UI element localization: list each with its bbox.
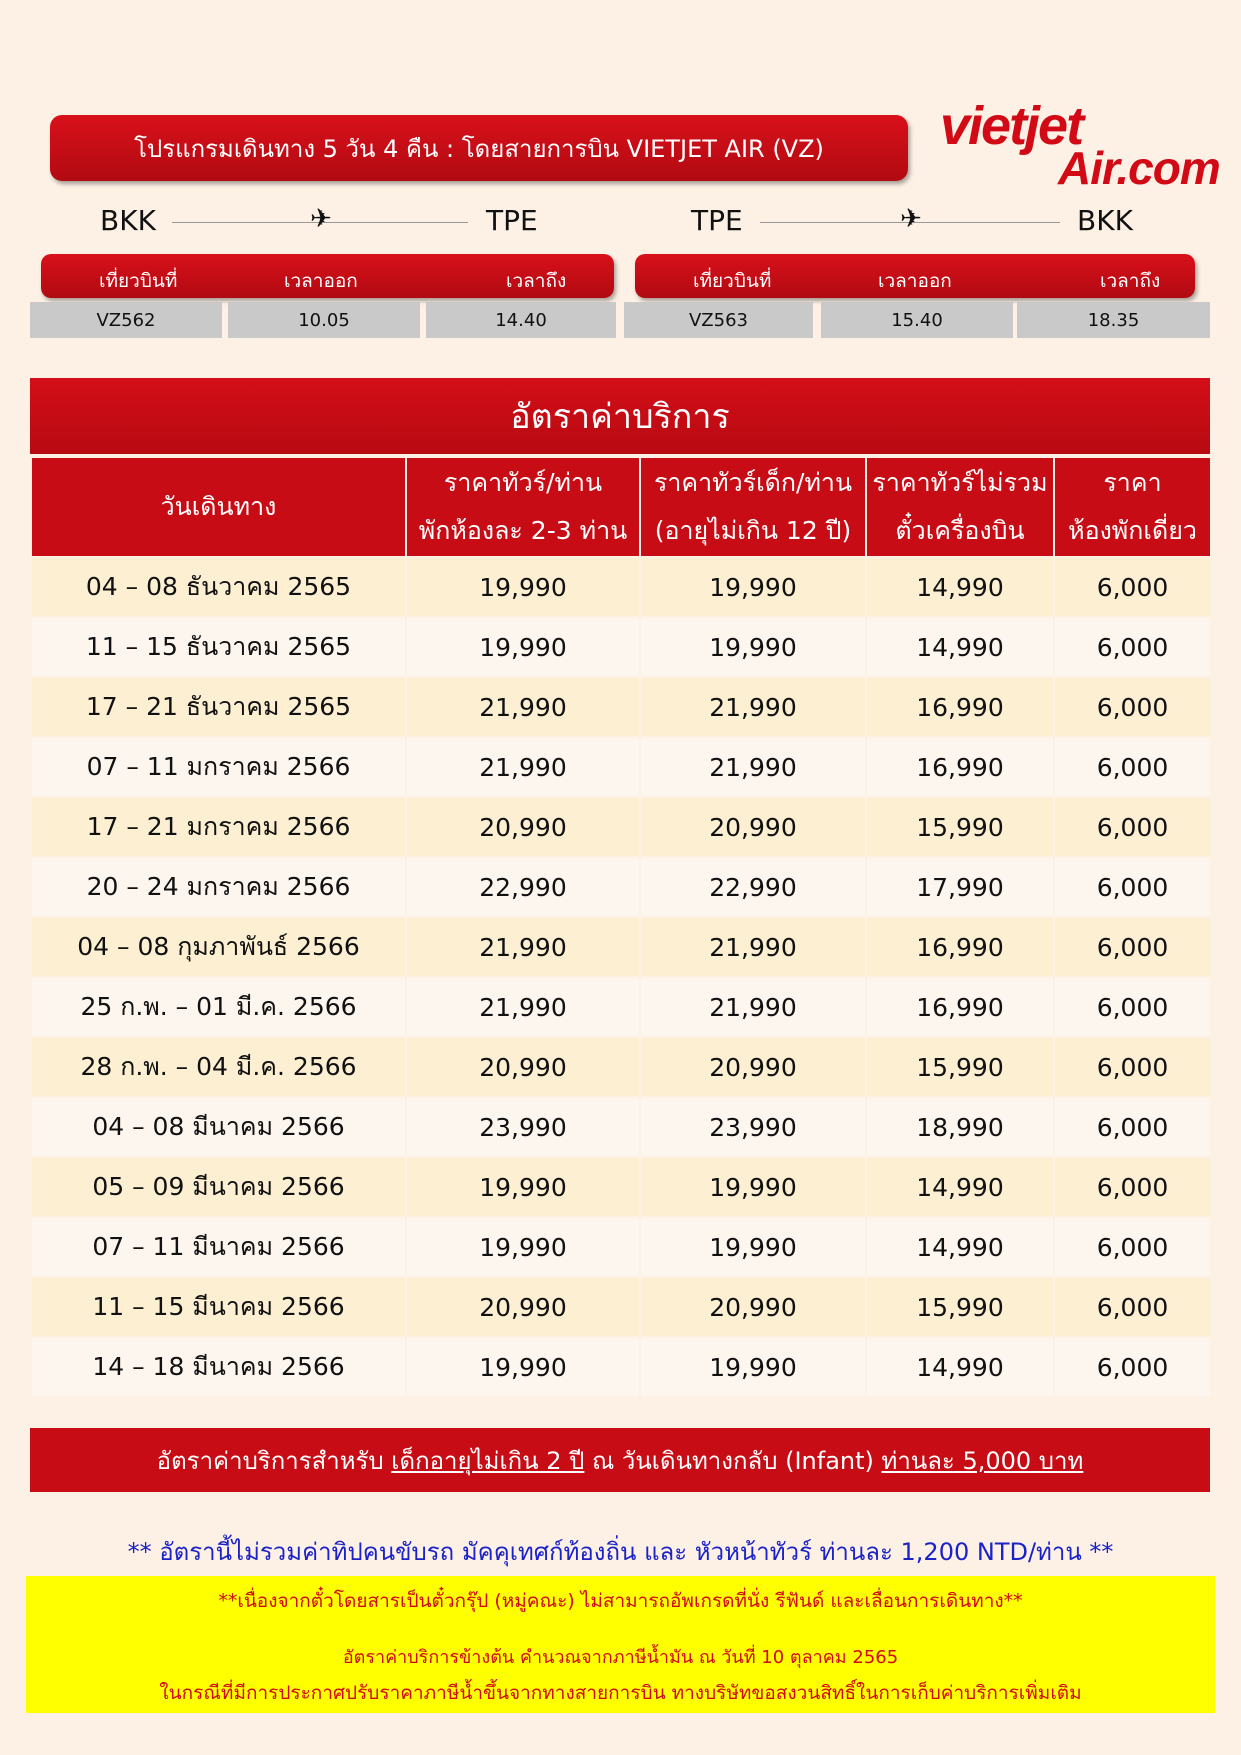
conditions-box (26, 1576, 1215, 1713)
infant-middle: ณ วันเดินทางกลับ (Infant) (584, 1446, 882, 1475)
no-ticket-price: 16,990 (866, 917, 1054, 977)
no-ticket-price: 15,990 (866, 1277, 1054, 1337)
no-ticket-price: 16,990 (866, 677, 1054, 737)
child-price: 20,990 (640, 797, 866, 857)
tour-price: 19,990 (406, 1337, 640, 1397)
single-room-price: 6,000 (1054, 1337, 1211, 1397)
header-travel-date: วันเดินทาง (31, 457, 406, 557)
travel-date: 28 ก.พ. – 04 มี.ค. 2566 (31, 1037, 406, 1097)
table-row (31, 1277, 1211, 1337)
child-price: 23,990 (640, 1097, 866, 1157)
travel-date: 17 – 21 มกราคม 2566 (31, 797, 406, 857)
no-ticket-price: 18,990 (866, 1097, 1054, 1157)
inbound-from: TPE (691, 204, 743, 237)
no-ticket-price: 17,990 (866, 857, 1054, 917)
arrive-time-label: เวลาถึง (1100, 270, 1161, 292)
travel-date: 05 – 09 มีนาคม 2566 (31, 1157, 406, 1217)
single-room-price: 6,000 (1054, 1097, 1211, 1157)
child-price: 20,990 (640, 1277, 866, 1337)
tour-price: 20,990 (406, 1277, 640, 1337)
tour-price: 19,990 (406, 1157, 640, 1217)
price-table (30, 456, 1212, 1398)
logo-line2: Air.com (1058, 142, 1220, 194)
travel-date: 11 – 15 มีนาคม 2566 (31, 1277, 406, 1337)
vietjet-logo (940, 95, 1220, 195)
outbound-route (0, 200, 620, 248)
child-price: 19,990 (640, 617, 866, 677)
table-row (31, 737, 1211, 797)
single-room-price: 6,000 (1054, 797, 1211, 857)
table-row (31, 1037, 1211, 1097)
inbound-flight-header (635, 254, 1195, 298)
outbound-flight-number: VZ562 (30, 302, 222, 338)
single-room-price: 6,000 (1054, 1277, 1211, 1337)
travel-date: 07 – 11 มีนาคม 2566 (31, 1217, 406, 1277)
price-table-title-text: อัตราค่าบริการ (510, 397, 730, 437)
tour-price: 19,990 (406, 1217, 640, 1277)
program-title: โปรแกรมเดินทาง 5 วัน 4 คืน : โดยสายการบิน VIETJET AIR (VZ) (134, 134, 824, 163)
travel-date: 14 – 18 มีนาคม 2566 (31, 1337, 406, 1397)
price-table-header-row (31, 457, 1211, 557)
table-row (31, 977, 1211, 1037)
infant-price: ท่านละ 5,000 บาท (881, 1446, 1084, 1475)
child-price: 22,990 (640, 857, 866, 917)
table-row (31, 1337, 1211, 1397)
no-ticket-price: 15,990 (866, 1037, 1054, 1097)
airplane-icon: ✈ (310, 204, 332, 234)
child-price: 20,990 (640, 1037, 866, 1097)
tip-note: ** อัตรานี้ไม่รวมค่าทิปคนขับรถ มัคคุเทศก์ท้องถิ่น และ หัวหน้าทัวร์ ท่านละ 1,200 NTD/ท่าน ** (127, 1538, 1114, 1566)
inbound-flight-number: VZ563 (624, 302, 813, 338)
inbound-route (620, 200, 1241, 248)
infant-prefix: อัตราค่าบริการสำหรับ (156, 1446, 392, 1475)
no-ticket-price: 15,990 (866, 797, 1054, 857)
fuel-date-note: อัตราค่าบริการข้างต้น คำนวณจากภาษีน้ำมัน ณ วันที่ 10 ตุลาคม 2565 (342, 1647, 899, 1668)
flight-number-label: เที่ยวบินที่ (693, 270, 772, 292)
single-room-price: 6,000 (1054, 617, 1211, 677)
tour-price: 19,990 (406, 617, 640, 677)
single-room-price: 6,000 (1054, 737, 1211, 797)
travel-date: 11 – 15 ธันวาคม 2565 (31, 617, 406, 677)
child-price: 21,990 (640, 737, 866, 797)
no-ticket-price: 14,990 (866, 1217, 1054, 1277)
table-row (31, 1097, 1211, 1157)
table-row (31, 617, 1211, 677)
no-ticket-price: 14,990 (866, 557, 1054, 617)
header-child-price: ราคาทัวร์เด็ก/ท่าน (อายุไม่เกิน 12 ปี) (640, 457, 866, 557)
travel-date: 17 – 21 ธันวาคม 2565 (31, 677, 406, 737)
child-price: 21,990 (640, 977, 866, 1037)
table-row (31, 857, 1211, 917)
inbound-depart-time: 15.40 (821, 302, 1013, 338)
single-room-price: 6,000 (1054, 1217, 1211, 1277)
no-ticket-price: 16,990 (866, 737, 1054, 797)
inbound-arrive-time: 18.35 (1017, 302, 1210, 338)
table-row (31, 797, 1211, 857)
travel-date: 04 – 08 กุมภาพันธ์ 2566 (31, 917, 406, 977)
child-price: 19,990 (640, 1217, 866, 1277)
outbound-to: TPE (486, 204, 538, 237)
travel-date: 07 – 11 มกราคม 2566 (31, 737, 406, 797)
no-ticket-price: 14,990 (866, 617, 1054, 677)
single-room-price: 6,000 (1054, 677, 1211, 737)
airplane-icon: ✈ (900, 204, 922, 234)
no-ticket-price: 14,990 (866, 1157, 1054, 1217)
table-row (31, 677, 1211, 737)
tour-price: 21,990 (406, 917, 640, 977)
header-tour-price: ราคาทัวร์/ท่าน พักห้องละ 2-3 ท่าน (406, 457, 640, 557)
price-table-title (30, 378, 1210, 454)
single-room-price: 6,000 (1054, 977, 1211, 1037)
inbound-to: BKK (1077, 204, 1133, 237)
travel-date: 04 – 08 ธันวาคม 2565 (31, 557, 406, 617)
single-room-price: 6,000 (1054, 857, 1211, 917)
program-title-banner (50, 115, 908, 181)
single-room-price: 6,000 (1054, 1037, 1211, 1097)
arrive-time-label: เวลาถึง (506, 270, 567, 292)
tour-price: 21,990 (406, 977, 640, 1037)
table-row (31, 1217, 1211, 1277)
no-ticket-price: 16,990 (866, 977, 1054, 1037)
outbound-flight-header (41, 254, 614, 298)
outbound-arrive-time: 14.40 (426, 302, 616, 338)
depart-time-label: เวลาออก (284, 270, 358, 292)
logo-line1: vietjet (940, 96, 1083, 156)
child-price: 19,990 (640, 557, 866, 617)
table-row (31, 557, 1211, 617)
single-room-price: 6,000 (1054, 1157, 1211, 1217)
travel-date: 20 – 24 มกราคม 2566 (31, 857, 406, 917)
single-room-price: 6,000 (1054, 557, 1211, 617)
table-row (31, 917, 1211, 977)
tour-price: 20,990 (406, 797, 640, 857)
tour-price: 20,990 (406, 1037, 640, 1097)
travel-date: 25 ก.พ. – 01 มี.ค. 2566 (31, 977, 406, 1037)
tour-price: 23,990 (406, 1097, 640, 1157)
outbound-from: BKK (100, 204, 156, 237)
infant-rate-bar (30, 1428, 1210, 1492)
travel-date: 04 – 08 มีนาคม 2566 (31, 1097, 406, 1157)
fuel-adjust-note: ในกรณีที่มีการประกาศปรับราคาภาษีน้ำขึ้นจากทางสายการบิน ทางบริษัทขอสงวนสิทธิ์ในการเก็บค่าบริการเพิ่มเติม (159, 1682, 1082, 1704)
child-price: 21,990 (640, 917, 866, 977)
table-row (31, 1157, 1211, 1217)
tour-price: 21,990 (406, 677, 640, 737)
outbound-depart-time: 10.05 (228, 302, 420, 338)
tour-price: 22,990 (406, 857, 640, 917)
flight-number-label: เที่ยวบินที่ (99, 270, 178, 292)
tour-price: 21,990 (406, 737, 640, 797)
no-ticket-price: 14,990 (866, 1337, 1054, 1397)
single-room-price: 6,000 (1054, 917, 1211, 977)
header-single-room: ราคา ห้องพักเดี่ยว (1054, 457, 1211, 557)
tour-price: 19,990 (406, 557, 640, 617)
child-price: 19,990 (640, 1337, 866, 1397)
child-price: 21,990 (640, 677, 866, 737)
header-no-ticket-price: ราคาทัวร์ไม่รวม ตั๋วเครื่องบิน (866, 457, 1054, 557)
child-price: 19,990 (640, 1157, 866, 1217)
infant-age: เด็กอายุไม่เกิน 2 ปี (391, 1446, 585, 1475)
depart-time-label: เวลาออก (878, 270, 952, 292)
group-ticket-note: **เนื่องจากตั๋วโดยสารเป็นตั๋วกรุ๊ป (หมู่คณะ) ไม่สามารถอัพเกรดที่นั่ง รีฟันด์ และเลื่อนการเดินทาง** (218, 1590, 1023, 1612)
